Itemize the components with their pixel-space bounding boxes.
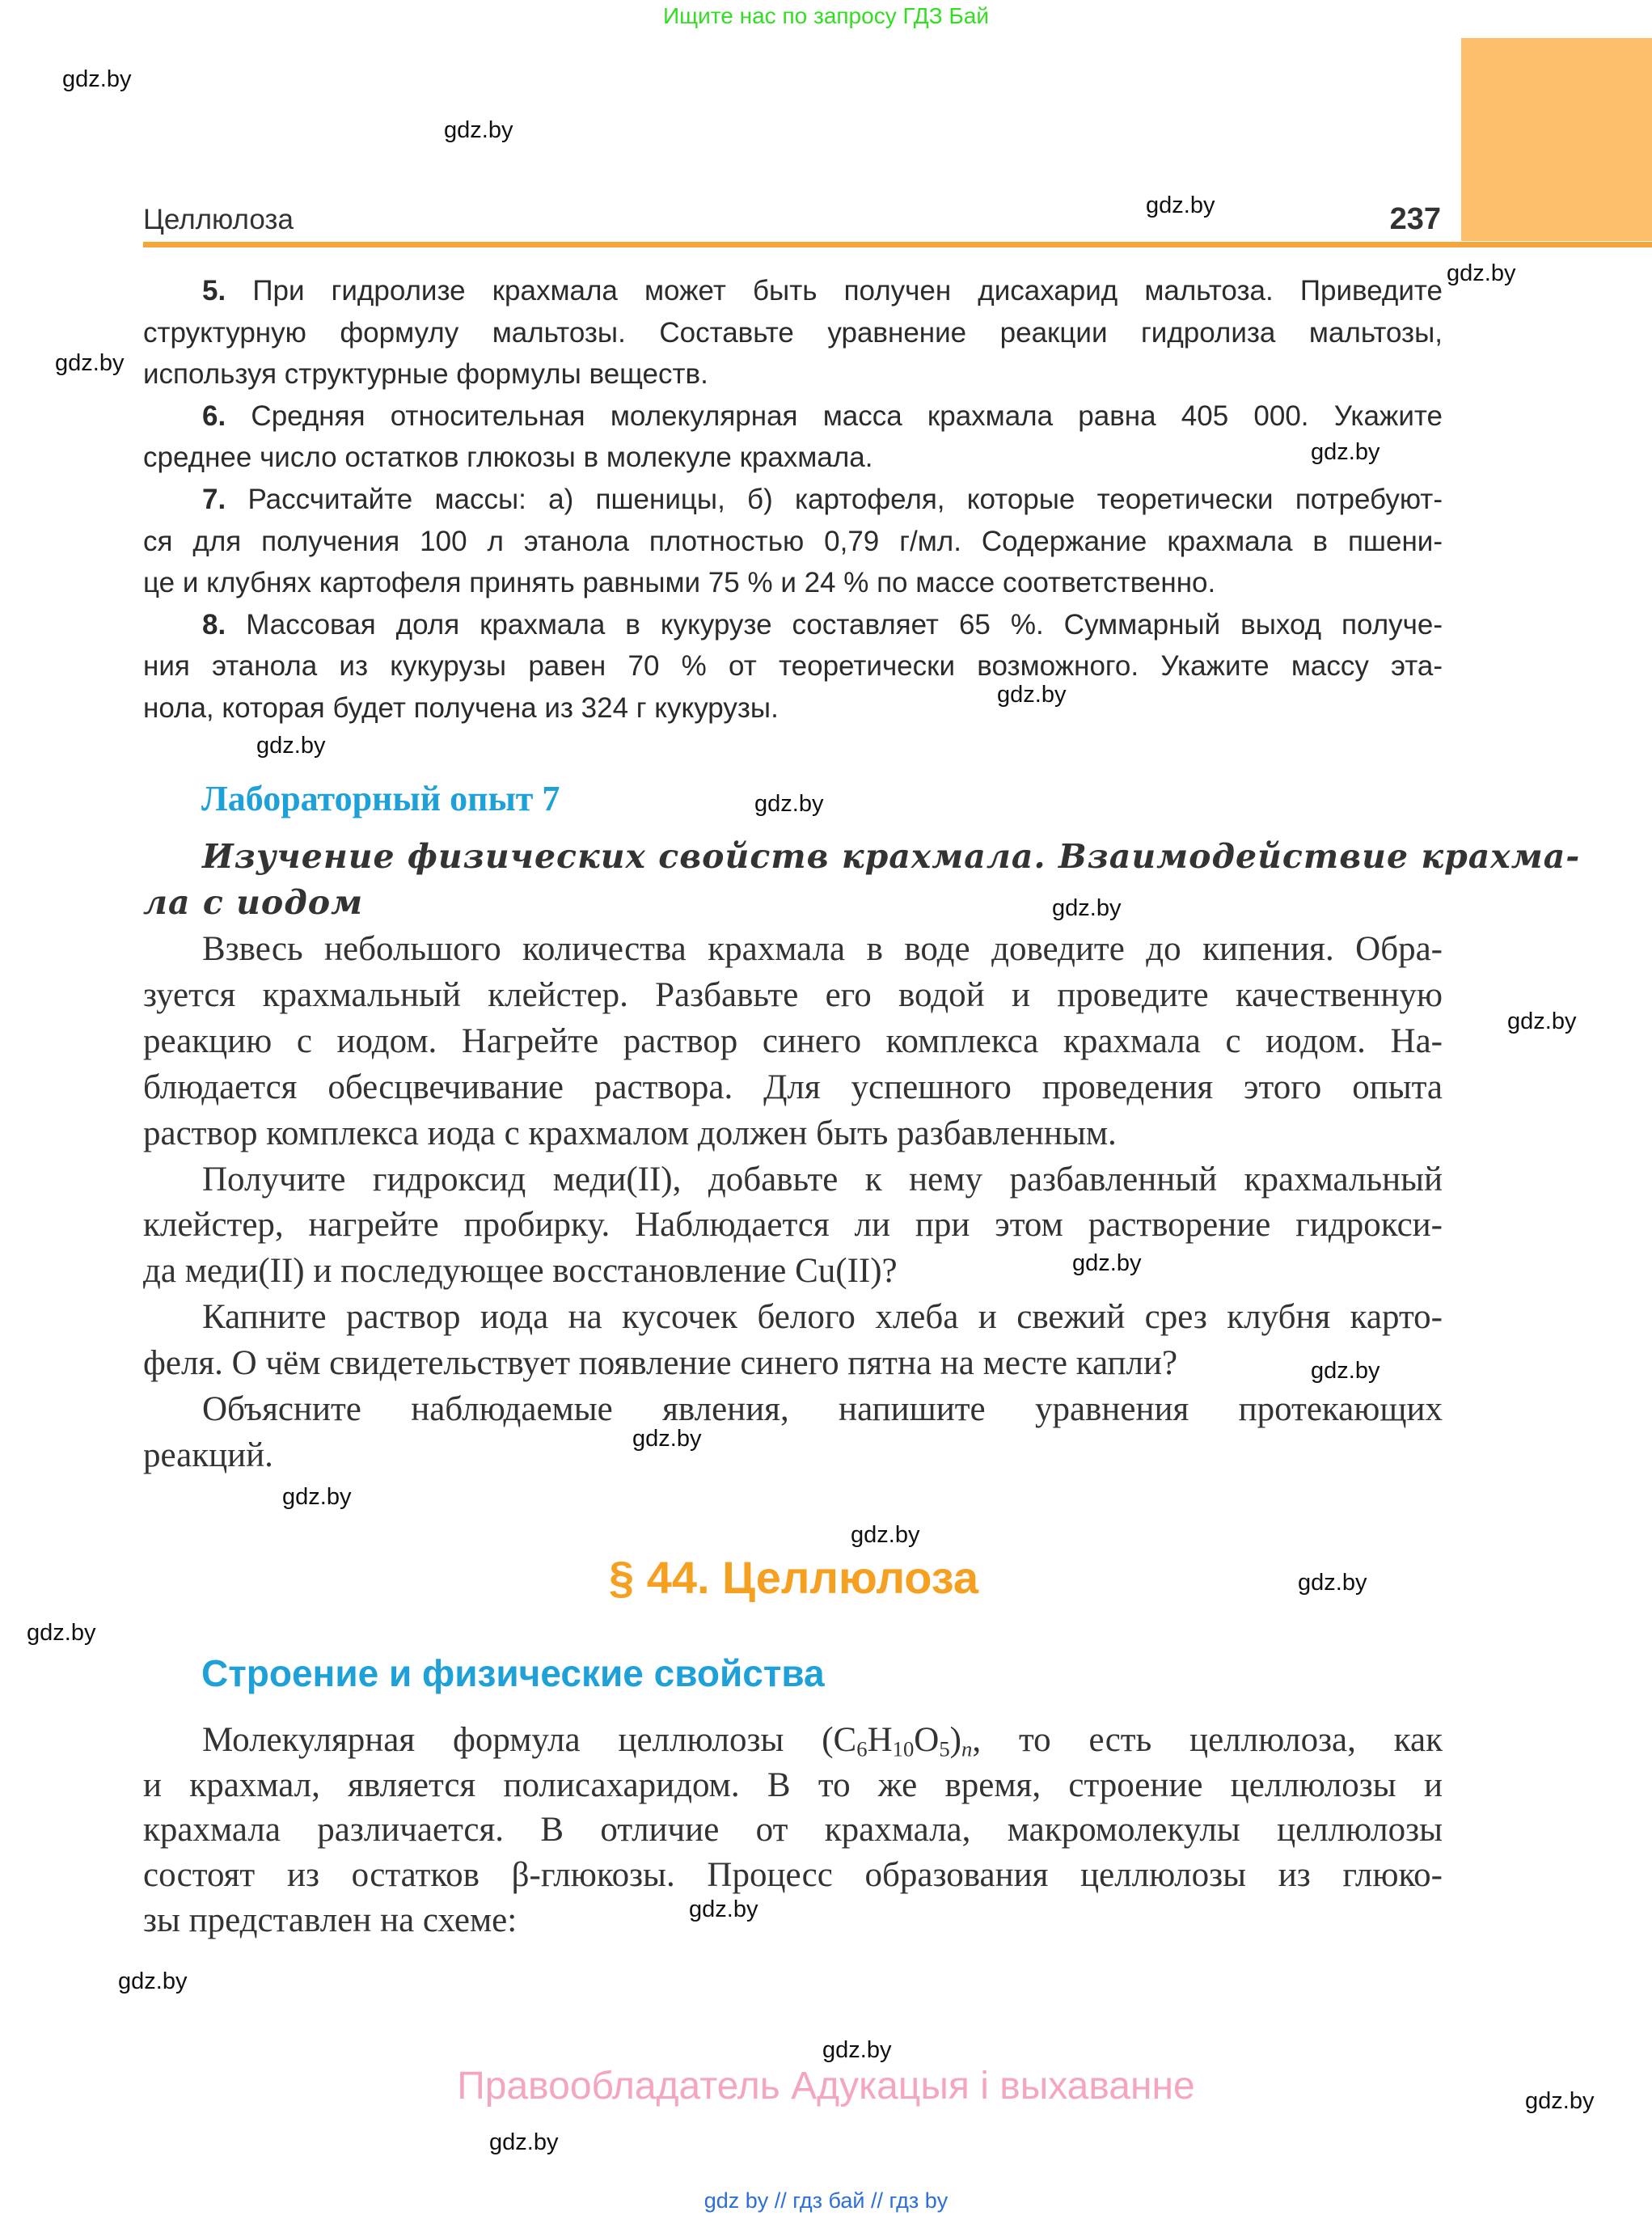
watermark: gdz.by (1507, 1008, 1577, 1034)
formula-h-sub: 10 (892, 1736, 915, 1761)
lab-subtitle: ла с иодом (143, 883, 364, 922)
formula-close: ) (949, 1721, 961, 1759)
lab-text-line: реакций. (143, 1435, 273, 1474)
section-subheading: Строение и физические свойства (201, 1652, 825, 1694)
footer-links[interactable]: gdz by // гдз бай // гдз by (703, 2188, 949, 2213)
lab-subtitle: Изучение физических свойств крахмала. Взаимодействие крахма- (202, 837, 1581, 876)
watermark: gdz.by (1072, 1250, 1142, 1276)
formula-o: O (914, 1721, 940, 1759)
cellulose-formula (834, 1721, 973, 1759)
lab-text-line: феля. О чём свидетельствует появление синего пятна на месте капли? (143, 1344, 1178, 1383)
lab-text-line: клейстер, нагрейте пробирку. Наблюдается ли при этом растворение гидрокси- (143, 1206, 1443, 1245)
problem-text: Средняя относительная молекулярная масса крахмала равна 405 000. Укажите (251, 400, 1443, 432)
watermark: gdz.by (1311, 439, 1380, 465)
watermark: gdz.by (997, 682, 1067, 708)
section-text-line: зы представлен на схеме: (143, 1901, 518, 1939)
problem-text: структурную формулу мальтозы. Составьте уравнение реакции гидролиза мальтозы, (143, 316, 1443, 349)
problem-line (143, 604, 1443, 646)
problem-number: 5. (202, 275, 226, 307)
problem-line (143, 270, 1443, 312)
problem-text: Массовая доля крахмала в кукурузе составляет 65 %. Суммарный выход получе- (246, 608, 1443, 641)
problem-line (143, 521, 1443, 563)
copyright-notice: Правообладатель Адукацыя і выхаванне (457, 2065, 1195, 2108)
problem-line (143, 353, 1443, 395)
section-title: § 44. Целлюлоза (609, 1552, 978, 1603)
section-text-line: и крахмал, является полисахаридом. В то же время, строение целлюлозы и (143, 1765, 1443, 1804)
problem-text: среднее число остатков глюкозы в молекуле крахмала. (143, 442, 873, 474)
text-line (143, 1718, 1443, 1763)
problem-number: 6. (202, 400, 226, 432)
text-segment: , то есть целлюлоза, как (972, 1721, 1443, 1759)
formula-c-sub: 6 (856, 1736, 868, 1761)
section-text-line: состоят из остатков β-глюкозы. Процесс образования целлюлозы из глюко- (143, 1856, 1443, 1895)
watermark: gdz.by (1052, 895, 1122, 921)
problem-line (143, 437, 1443, 479)
watermark: gdz.by (851, 1522, 920, 1548)
watermark: gdz.by (1298, 1570, 1367, 1596)
watermark: gdz.by (1525, 2088, 1595, 2114)
problem-number: 8. (202, 608, 226, 641)
page-tab-decoration (1461, 38, 1652, 241)
problem-text: ся для получения 100 л этанола плотностью 0,79 г/мл. Содержание крахмала в пшени- (143, 525, 1443, 557)
lab-text-line: Взвесь небольшого количества крахмала в воде доведите до кипения. Обра- (202, 930, 1443, 968)
lab-text-line: раствор комплекса иода с крахмалом должен быть разбавленным. (143, 1114, 1117, 1152)
problem-text: используя структурные формулы веществ. (143, 358, 708, 391)
watermark: gdz.by (55, 350, 125, 376)
problem-text: ния этанола из кукурузы равен 70 % от теоретически возможного. Укажите массу эта- (143, 650, 1443, 683)
formula-o-sub: 5 (939, 1736, 950, 1761)
problem-line (143, 395, 1443, 438)
problem-line (143, 479, 1443, 521)
running-title: Целлюлоза (143, 204, 294, 235)
lab-text-line: Объясните наблюдаемые явления, напишите уравнения протекающих (202, 1390, 1443, 1428)
formula-h: H (867, 1721, 893, 1759)
lab-text-line: блюдается обесцвечивание раствора. Для успешного проведения этого опыта (143, 1068, 1443, 1106)
lab-text-line: реакцию с иодом. Нагрейте раствор синего комплекса крахмала с иодом. На- (143, 1021, 1443, 1060)
lab-text-line: Капните раствор иода на кусочек белого хлеба и свежий срез клубня карто- (202, 1298, 1443, 1337)
formula-n: n (961, 1736, 973, 1761)
page-number: 237 (1389, 202, 1441, 236)
problem-text: Рассчитайте массы: а) пшеницы, б) картофеля, которые теоретически потребуют- (247, 484, 1443, 515)
problem-text: нола, которая будет получена из 324 г кукурузы. (143, 692, 779, 724)
watermark: gdz.by (282, 1484, 352, 1510)
watermark: gdz.by (754, 791, 824, 817)
lab-text-line: Получите гидроксид меди(II), добавьте к нему разбавленный крахмальный (202, 1160, 1443, 1199)
problem-line (143, 562, 1443, 604)
lab-text-line: зуется крахмальный клейстер. Разбавьте его водой и проведите качественную (143, 975, 1443, 1014)
watermark: gdz.by (444, 117, 513, 143)
watermark: gdz.by (822, 2037, 892, 2063)
section-text-line: крахмала различается. В отличие от крахмала, макромолекулы целлюлозы (143, 1811, 1443, 1850)
formula-c: C (833, 1721, 857, 1759)
watermark: gdz.by (489, 2129, 559, 2155)
watermark: gdz.by (1146, 192, 1215, 218)
lab-text-line: да меди(II) и последующее восстановление Cu(II)? (143, 1252, 898, 1291)
problem-line (143, 687, 1443, 729)
watermark: gdz.by (1447, 260, 1516, 286)
problem-line (143, 645, 1443, 687)
problem-number: 7. (202, 484, 226, 515)
search-banner: Ищите нас по запросу ГДЗ Бай (662, 3, 990, 28)
watermark: gdz.by (689, 1896, 758, 1922)
watermark: gdz.by (256, 733, 326, 759)
watermark: gdz.by (62, 66, 132, 92)
text-segment: Молекулярная формула целлюлозы ( (202, 1721, 834, 1759)
watermark: gdz.by (1311, 1358, 1380, 1384)
lab-heading: Лабораторный опыт 7 (201, 779, 560, 818)
problem-text: При гидролизе крахмала может быть получен дисахарид мальтоза. Приведите (252, 275, 1443, 307)
watermark: gdz.by (118, 1968, 188, 1994)
watermark: gdz.by (27, 1620, 96, 1646)
problem-text: це и клубнях картофеля принять равными 75 % и 24 % по массе соответственно. (143, 567, 1216, 599)
watermark: gdz.by (632, 1426, 702, 1452)
problem-line (143, 312, 1443, 354)
header-divider (143, 242, 1652, 247)
